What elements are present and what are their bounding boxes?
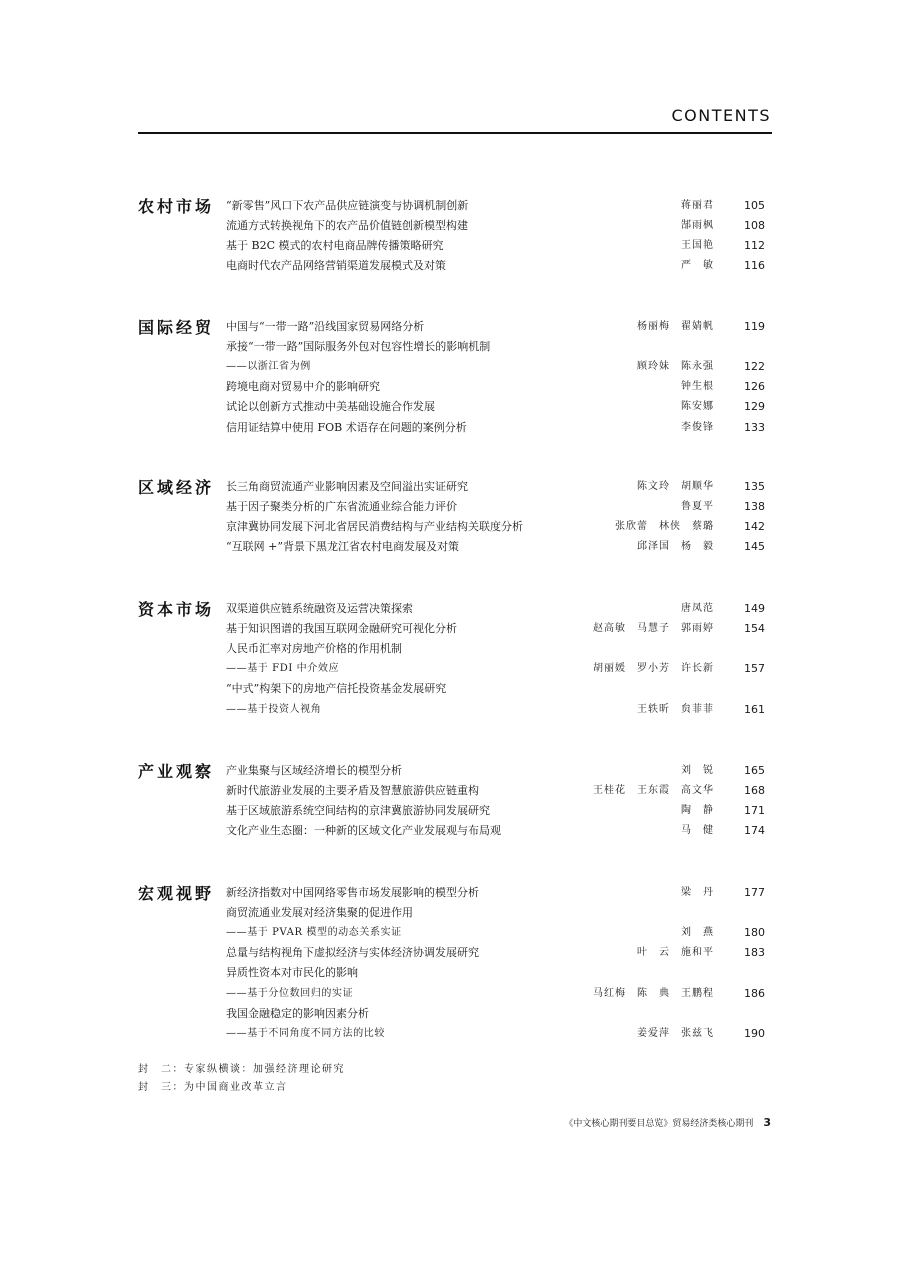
- entry-title: 新时代旅游业发展的主要矛盾及智慧旅游供应链重构: [226, 784, 479, 797]
- toc-entry[interactable]: [226, 216, 772, 236]
- entry-title: 京津冀协同发展下河北省居民消费结构与产业结构关联度分析: [226, 520, 523, 533]
- entry-authors: 钟生根: [681, 381, 714, 392]
- toc-entry[interactable]: [226, 256, 772, 276]
- entry-subtitle: ——基于 PVAR 模型的动态关系实证: [226, 927, 402, 938]
- entry-title: 跨境电商对贸易中介的影响研究: [226, 380, 380, 393]
- entry-page-number: 142: [744, 520, 765, 533]
- entry-authors: 陈安娜: [681, 401, 714, 412]
- toc-entry[interactable]: [226, 821, 772, 841]
- entry-subtitle: ——基于投资人视角: [226, 704, 322, 715]
- entry-title: “中式”构架下的房地产信托投资基金发展研究: [226, 682, 447, 695]
- entry-page-number: 180: [744, 926, 765, 939]
- toc-entry[interactable]: [226, 761, 772, 781]
- entry-page-number: 133: [744, 421, 765, 434]
- entry-page-number: 190: [744, 1027, 765, 1040]
- toc-entry[interactable]: [226, 963, 772, 983]
- toc-entry[interactable]: [226, 599, 772, 619]
- entry-authors: 严 敏: [681, 260, 714, 271]
- entry-authors: 张欣蕾 林侠 蔡璐: [615, 521, 714, 532]
- entry-page-number: 186: [744, 987, 765, 1000]
- entry-title: 新经济指数对中国网络零售市场发展影响的模型分析: [226, 886, 479, 899]
- entry-title: 文化产业生态圈：一种新的区域文化产业发展观与布局观: [226, 824, 501, 837]
- entry-page-number: 183: [744, 946, 765, 959]
- entry-authors: 赵高敏 马慧子 郭雨婷: [593, 623, 714, 634]
- section-label: 宏观视野: [138, 884, 215, 903]
- entry-title: 基于知识图谱的我国互联网金融研究可视化分析: [226, 622, 457, 635]
- entry-subtitle: ——以浙江省为例: [226, 361, 311, 372]
- entry-page-number: 161: [744, 703, 765, 716]
- entry-authors: 杨丽梅 翟婧帆: [637, 321, 714, 332]
- entry-page-number: 129: [744, 400, 765, 413]
- toc-entry[interactable]: [226, 497, 772, 517]
- toc-entry[interactable]: [226, 923, 772, 943]
- toc-entry[interactable]: [226, 1024, 772, 1044]
- toc-entry[interactable]: [226, 619, 772, 639]
- entry-authors: 马红梅 陈 典 王鹏程: [593, 988, 714, 999]
- entry-title: 承接“一带一路”国际服务外包对包容性增长的影响机制: [226, 340, 491, 353]
- entry-title: 人民币汇率对房地产价格的作用机制: [226, 642, 402, 655]
- entry-title: 长三角商贸流通产业影响因素及空间溢出实证研究: [226, 480, 468, 493]
- toc-entry[interactable]: [226, 418, 772, 438]
- entry-page-number: 174: [744, 824, 765, 837]
- toc-entry[interactable]: [226, 984, 772, 1004]
- toc-entry[interactable]: [226, 317, 772, 337]
- entry-title: 电商时代农产品网络营销渠道发展模式及对策: [226, 259, 446, 272]
- toc-entry[interactable]: [226, 679, 772, 699]
- entry-authors: 叶 云 施和平: [637, 947, 714, 958]
- toc-entry[interactable]: [226, 397, 772, 417]
- entry-subtitle: ——基于不同角度不同方法的比较: [226, 1028, 385, 1039]
- entry-title: 总量与结构视角下虚拟经济与实体经济协调发展研究: [226, 946, 479, 959]
- entry-page-number: 149: [744, 602, 765, 615]
- toc-entry[interactable]: [226, 801, 772, 821]
- toc-entry[interactable]: [226, 537, 772, 557]
- entry-title: 基于 B2C 模式的农村电商品牌传播策略研究: [226, 239, 444, 252]
- entry-title: 中国与“一带一路”沿线国家贸易网络分析: [226, 320, 425, 333]
- entry-title: 产业集聚与区域经济增长的模型分析: [226, 764, 402, 777]
- entry-page-number: 154: [744, 622, 765, 635]
- entry-subtitle: ——基于 FDI 中介效应: [226, 663, 340, 674]
- entry-page-number: 112: [744, 239, 765, 252]
- toc-entry[interactable]: [226, 639, 772, 659]
- entry-title: 基于区域旅游系统空间结构的京津冀旅游协同发展研究: [226, 804, 490, 817]
- toc-entry[interactable]: [226, 700, 772, 720]
- entry-page-number: 108: [744, 219, 765, 232]
- entry-authors: 唐凤范: [681, 603, 714, 614]
- toc-entry[interactable]: [226, 517, 772, 537]
- entry-authors: 胡丽媛 罗小芳 许长新: [593, 663, 714, 674]
- entry-title: 双渠道供应链系统融资及运营决策探索: [226, 602, 413, 615]
- toc-entry[interactable]: [226, 659, 772, 679]
- cover-note-2: 封 二：专家纵横谈：加强经济理论研究: [138, 1064, 345, 1075]
- entry-page-number: 126: [744, 380, 765, 393]
- entry-authors: 王桂花 王东霞 高文华: [593, 785, 714, 796]
- footer-page-number: 3: [763, 1116, 771, 1129]
- entry-authors: 刘 锐: [681, 765, 714, 776]
- entry-authors: 姜爱萍 张兹飞: [637, 1028, 714, 1039]
- entry-authors: 陶 静: [681, 805, 714, 816]
- toc-entry[interactable]: [226, 883, 772, 903]
- entry-title: “新零售”风口下农产品供应链演变与协调机制创新: [226, 199, 469, 212]
- toc-entry[interactable]: [226, 1004, 772, 1024]
- toc-entry[interactable]: [226, 781, 772, 801]
- section-label: 区域经济: [138, 478, 215, 497]
- entry-title: 试论以创新方式推动中美基础设施合作发展: [226, 400, 435, 413]
- entry-page-number: 116: [744, 259, 765, 272]
- contents-title: CONTENTS: [671, 106, 771, 125]
- entry-title: 信用证结算中使用 FOB 术语存在问题的案例分析: [226, 421, 467, 434]
- entry-title: “互联网 +”背景下黑龙江省农村电商发展及对策: [226, 540, 459, 553]
- section-label: 资本市场: [138, 600, 215, 619]
- entry-authors: 陈文玲 胡顺华: [637, 481, 714, 492]
- entry-page-number: 135: [744, 480, 765, 493]
- entry-authors: 梁 丹: [681, 887, 714, 898]
- entry-authors: 刘 燕: [681, 927, 714, 938]
- entry-page-number: 168: [744, 784, 765, 797]
- entry-title: 我国金融稳定的影响因素分析: [226, 1007, 369, 1020]
- entry-subtitle: ——基于分位数回归的实证: [226, 988, 354, 999]
- entry-page-number: 105: [744, 199, 765, 212]
- entry-page-number: 119: [744, 320, 765, 333]
- entry-title: 异质性资本对市民化的影响: [226, 966, 358, 979]
- entry-authors: 马 健: [681, 825, 714, 836]
- toc-entry[interactable]: [226, 337, 772, 357]
- toc-entry[interactable]: [226, 377, 772, 397]
- toc-entry[interactable]: [226, 903, 772, 923]
- entry-authors: 顾玲妹 陈永强: [637, 361, 714, 372]
- entry-title: 商贸流通业发展对经济集聚的促进作用: [226, 906, 413, 919]
- entry-title: 基于因子聚类分析的广东省流通业综合能力评价: [226, 500, 457, 513]
- entry-authors: 李俊锋: [681, 422, 714, 433]
- page-footer: [564, 1116, 771, 1129]
- toc-entry[interactable]: [226, 196, 772, 216]
- toc-entry[interactable]: [226, 357, 772, 377]
- entry-authors: 郜雨枫: [681, 220, 714, 231]
- entry-page-number: 171: [744, 804, 765, 817]
- entry-page-number: 138: [744, 500, 765, 513]
- toc-entry[interactable]: [226, 943, 772, 963]
- footer-journal-text: 《中文核心期刊要目总览》贸易经济类核心期刊: [564, 1119, 754, 1129]
- entry-authors: 王国艳: [681, 240, 714, 251]
- section-label: 国际经贸: [138, 318, 215, 337]
- entry-page-number: 122: [744, 360, 765, 373]
- entry-authors: 蒋丽君: [681, 200, 714, 211]
- entry-page-number: 145: [744, 540, 765, 553]
- entry-page-number: 165: [744, 764, 765, 777]
- header-rule: [138, 132, 772, 134]
- entry-authors: 王轶昕 贠菲菲: [637, 704, 714, 715]
- entry-authors: 鲁夏平: [681, 501, 714, 512]
- entry-page-number: 177: [744, 886, 765, 899]
- cover-note-3: 封 三：为中国商业改革立言: [138, 1082, 288, 1093]
- entry-authors: 邱泽国 杨 毅: [637, 541, 714, 552]
- section-label: 产业观察: [138, 762, 215, 781]
- toc-entry[interactable]: [226, 236, 772, 256]
- section-label: 农村市场: [138, 197, 215, 216]
- entry-page-number: 157: [744, 662, 765, 675]
- toc-entry[interactable]: [226, 477, 772, 497]
- entry-title: 流通方式转换视角下的农产品价值链创新模型构建: [226, 219, 468, 232]
